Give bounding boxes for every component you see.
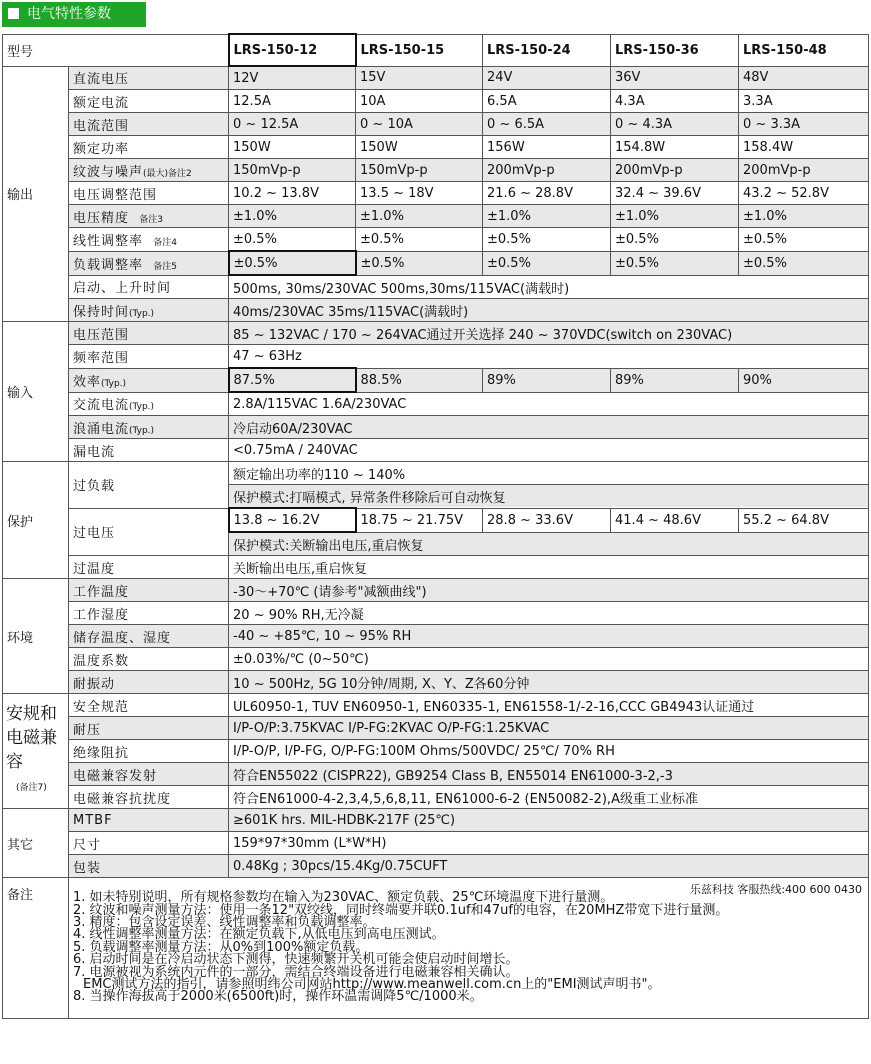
value-cell: 150W — [356, 136, 483, 159]
value-cell: 10A — [356, 90, 483, 113]
model-cell: LRS-150-12 — [229, 34, 356, 66]
table-row — [3, 508, 869, 532]
table-row — [3, 66, 869, 90]
value-cell: 0 ~ 6.5A — [483, 113, 611, 136]
row-label: 启动、上升时间 — [69, 275, 229, 299]
value-cell: 41.4 ~ 48.6V — [611, 508, 739, 532]
row-label: 包装 — [69, 855, 229, 878]
table-row — [3, 182, 869, 205]
value-cell: 2.8A/115VAC 1.6A/230VAC — [229, 392, 869, 416]
table-row — [3, 345, 869, 369]
row-label: 温度系数 — [69, 648, 229, 671]
value-cell: 36V — [611, 66, 739, 90]
value-cell: 12V — [229, 66, 356, 90]
row-label-sub: (最大) — [143, 168, 169, 179]
row-label-note: 备注5 — [153, 261, 178, 272]
value-cell: 87.5% — [229, 368, 356, 392]
value-cell: 150mVp-p — [356, 159, 483, 182]
value-cell: 200mVp-p — [611, 159, 739, 182]
group-notes: 备注 — [3, 878, 69, 1019]
value-cell: 89% — [483, 368, 611, 392]
table-row — [3, 275, 869, 299]
value-cell: 43.2 ~ 52.8V — [739, 182, 869, 205]
value-cell: 13.8 ~ 16.2V — [229, 508, 356, 532]
row-label: 电磁兼容发射 — [69, 763, 229, 786]
row-label: 工作湿度 — [69, 602, 229, 625]
table-row — [3, 717, 869, 740]
value-cell: 500ms, 30ms/230VAC 500ms,30ms/115VAC(满载时) — [229, 275, 869, 299]
row-label-note: 备注3 — [139, 214, 164, 225]
value-cell: 3.3A — [739, 90, 869, 113]
row-label-text: 效率 — [73, 374, 102, 390]
row-label — [69, 205, 229, 228]
group-output: 输出 — [3, 66, 69, 322]
value-cell: I/P-O/P:3.75KVAC I/P-FG:2KVAC O/P-FG:1.25KVAC — [229, 717, 869, 740]
table-row — [3, 136, 869, 159]
square-bullet-icon — [8, 8, 19, 19]
value-cell: 0 ~ 10A — [356, 113, 483, 136]
note-line: 1. 如未特别说明，所有规格参数均在输入为230VAC、额定负载、25℃环境温度下进行量测。 — [73, 890, 614, 906]
row-label-sub: (Typ.) — [129, 308, 155, 319]
table-row — [3, 671, 869, 694]
table-row — [3, 786, 869, 809]
value-cell: ±1.0% — [229, 205, 356, 228]
table-row — [3, 113, 869, 136]
group-safety — [3, 694, 69, 809]
value-cell: 154.8W — [611, 136, 739, 159]
hotline: 乐兹科技 客服热线:400 600 0430 — [689, 883, 863, 896]
row-label — [69, 392, 229, 416]
note-line: 2. 纹波和噪声测量方法：使用一条12"双绞线，同时终端要并联0.1uf和47uf的电容，在20MHZ带宽下进行量测。 — [73, 902, 729, 918]
row-label: 耐压 — [69, 717, 229, 740]
value-cell: 24V — [483, 66, 611, 90]
value-cell: ±0.5% — [611, 251, 739, 275]
row-label: 额定功率 — [69, 136, 229, 159]
section-header — [2, 2, 146, 27]
table-row — [3, 855, 869, 878]
row-label — [69, 251, 229, 275]
row-label-sub: (Typ.) — [129, 425, 155, 436]
value-cell: 200mVp-p — [739, 159, 869, 182]
table-row — [3, 579, 869, 602]
row-label — [69, 416, 229, 439]
value-cell: ±0.5% — [739, 251, 869, 275]
table-row — [3, 763, 869, 786]
row-label: 过负载 — [69, 462, 229, 509]
value-cell: 6.5A — [483, 90, 611, 113]
row-label-text: 交流电流 — [73, 398, 130, 414]
row-label: MTBF — [69, 809, 229, 832]
value-cell: 55.2 ~ 64.8V — [739, 508, 869, 532]
value-cell: 40ms/230VAC 35ms/115VAC(满载时) — [229, 299, 869, 322]
model-label: 型号 — [3, 34, 229, 66]
row-label: 电压范围 — [69, 322, 229, 345]
value-cell: 21.6 ~ 28.8V — [483, 182, 611, 205]
value-cell: 10 ~ 500Hz, 5G 10分钟/周期, X、Y、Z各60分钟 — [229, 671, 869, 694]
row-label-text: 保持时间 — [73, 304, 130, 320]
value-cell: ±0.5% — [483, 228, 611, 252]
value-cell: 符合EN61000-4-2,3,4,5,6,8,11, EN61000-6-2 (EN50082-2),A级重工业标准 — [229, 786, 869, 809]
table-row — [3, 159, 869, 182]
table-row — [3, 299, 869, 322]
model-cell: LRS-150-36 — [611, 34, 739, 66]
value-cell: ±0.5% — [739, 228, 869, 252]
value-cell: 32.4 ~ 39.6V — [611, 182, 739, 205]
value-cell: ±1.0% — [483, 205, 611, 228]
row-label-text: 纹波与噪声 — [73, 164, 144, 180]
row-label-text: 电压精度 — [73, 210, 130, 226]
value-cell: <0.75mA / 240VAC — [229, 439, 869, 462]
value-cell: 158.4W — [739, 136, 869, 159]
spec-table — [2, 33, 869, 1019]
table-row — [3, 322, 869, 345]
value-cell: 150mVp-p — [229, 159, 356, 182]
note-line: 7. 电源被视为系统内元件的一部分，需结合终端设备进行电磁兼容相关确认。 — [73, 964, 519, 980]
group-protection: 保护 — [3, 462, 69, 579]
table-row — [3, 416, 869, 439]
value-cell: 保护模式:打嗝模式, 异常条件移除后可自动恢复 — [229, 485, 869, 509]
row-label-text: 负载调整率 — [73, 257, 144, 273]
model-cell: LRS-150-48 — [739, 34, 869, 66]
value-cell: 28.8 ~ 33.6V — [483, 508, 611, 532]
model-row — [3, 34, 869, 66]
row-label — [69, 299, 229, 322]
note-line: EMC测试方法的指引，请参照明纬公司网站http://www.meanwell.com.cn上的"EMI测试声明书"。 — [83, 977, 661, 993]
row-label-sub: (Typ.) — [101, 378, 127, 389]
table-row — [3, 368, 869, 392]
table-row — [3, 648, 869, 671]
value-cell: 4.3A — [611, 90, 739, 113]
table-row — [3, 694, 869, 717]
value-cell: 关断输出电压,重启恢复 — [229, 556, 869, 579]
table-row — [3, 740, 869, 763]
table-row — [3, 392, 869, 416]
value-cell: 90% — [739, 368, 869, 392]
table-row — [3, 602, 869, 625]
table-row — [3, 90, 869, 113]
value-cell: 0 ~ 12.5A — [229, 113, 356, 136]
row-label: 安全规范 — [69, 694, 229, 717]
value-cell: 冷启动60A/230VAC — [229, 416, 869, 439]
notes-cell — [69, 878, 869, 1019]
row-label: 过温度 — [69, 556, 229, 579]
row-label: 电磁兼容抗扰度 — [69, 786, 229, 809]
value-cell: 13.5 ~ 18V — [356, 182, 483, 205]
value-cell: 89% — [611, 368, 739, 392]
table-row — [3, 625, 869, 648]
table-row — [3, 205, 869, 228]
group-others: 其它 — [3, 809, 69, 878]
row-label: 过电压 — [69, 508, 229, 556]
table-row — [3, 809, 869, 832]
group-environment: 环境 — [3, 579, 69, 694]
group-safety-label: 安规和电磁兼容 — [6, 704, 57, 772]
table-row — [3, 251, 869, 275]
row-label — [69, 368, 229, 392]
row-label-note: 备注4 — [153, 237, 178, 248]
model-cell: LRS-150-24 — [483, 34, 611, 66]
row-label: 额定电流 — [69, 90, 229, 113]
value-cell: ±0.5% — [611, 228, 739, 252]
value-cell: ±0.5% — [229, 228, 356, 252]
value-cell: 200mVp-p — [483, 159, 611, 182]
table-row — [3, 228, 869, 252]
value-cell: ±1.0% — [356, 205, 483, 228]
row-label: 耐振动 — [69, 671, 229, 694]
row-label: 储存温度、湿度 — [69, 625, 229, 648]
value-cell: 150W — [229, 136, 356, 159]
value-cell: 88.5% — [356, 368, 483, 392]
group-safety-note: (备注7) — [16, 783, 47, 793]
row-label: 直流电压 — [69, 66, 229, 90]
model-cell: LRS-150-15 — [356, 34, 483, 66]
table-row — [3, 556, 869, 579]
value-cell: ≥601K hrs. MIL-HDBK-217F (25℃) — [229, 809, 869, 832]
row-label: 电流范围 — [69, 113, 229, 136]
row-label: 工作温度 — [69, 579, 229, 602]
value-cell: 156W — [483, 136, 611, 159]
table-row — [3, 439, 869, 462]
value-cell: ±0.5% — [356, 251, 483, 275]
row-label-sub: (Typ.) — [129, 402, 155, 413]
value-cell: 15V — [356, 66, 483, 90]
row-label-text: 线性调整率 — [73, 233, 144, 249]
value-cell: 12.5A — [229, 90, 356, 113]
value-cell: ±0.5% — [229, 251, 356, 275]
value-cell: ±0.5% — [483, 251, 611, 275]
value-cell: -40 ~ +85℃, 10 ~ 95% RH — [229, 625, 869, 648]
value-cell: ±0.5% — [356, 228, 483, 252]
value-cell: 10.2 ~ 13.8V — [229, 182, 356, 205]
value-cell: 0 ~ 4.3A — [611, 113, 739, 136]
row-label: 尺寸 — [69, 832, 229, 855]
row-label: 频率范围 — [69, 345, 229, 369]
group-input: 输入 — [3, 322, 69, 462]
value-cell: -30～+70℃ (请参考"减额曲线") — [229, 579, 869, 602]
note-line: 8. 当操作海拔高于2000米(6500ft)时，操作环温需调降5℃/1000米。 — [73, 989, 483, 1005]
value-cell: 47 ~ 63Hz — [229, 345, 869, 369]
row-label — [69, 159, 229, 182]
value-cell: 额定输出功率的110 ~ 140% — [229, 462, 869, 485]
row-label: 绝缘阻抗 — [69, 740, 229, 763]
row-label: 漏电流 — [69, 439, 229, 462]
value-cell: ±1.0% — [739, 205, 869, 228]
value-cell: 18.75 ~ 21.75V — [356, 508, 483, 532]
note-line: 5. 负载调整率测量方法：从0%到100%额定负载。 — [73, 939, 369, 955]
value-cell: 20 ~ 90% RH,无冷凝 — [229, 602, 869, 625]
note-line: 4. 线性调整率测量方法：在额定负载下,从低电压到高电压测试。 — [73, 927, 445, 943]
note-line: 6. 启动时间是在冷启动状态下测得，快速频繁开关机可能会使启动时间增长。 — [73, 952, 519, 968]
value-cell: 159*97*30mm (L*W*H) — [229, 832, 869, 855]
row-label-text: 浪涌电流 — [73, 421, 130, 437]
value-cell: ±1.0% — [611, 205, 739, 228]
value-cell: 保护模式:关断输出电压,重启恢复 — [229, 532, 869, 556]
value-cell: 48V — [739, 66, 869, 90]
note-line: 3. 精度：包含设定误差、线性调整率和负载调整率。 — [73, 914, 376, 930]
value-cell: ±0.03%/℃ (0~50℃) — [229, 648, 869, 671]
table-row — [3, 462, 869, 485]
section-header-label: 电气特性参数 — [27, 6, 111, 22]
value-cell: 符合EN55022 (CISPR22), GB9254 Class B, EN55014 EN61000-3-2,-3 — [229, 763, 869, 786]
value-cell: 85 ~ 132VAC / 170 ~ 264VAC通过开关选择 240 ~ 370VDC(switch on 230VAC) — [229, 322, 869, 345]
row-label: 电压调整范围 — [69, 182, 229, 205]
value-cell: UL60950-1, TUV EN60950-1, EN60335-1, EN61558-1/-2-16,CCC GB4943认证通过 — [229, 694, 869, 717]
value-cell: 0.48Kg ; 30pcs/15.4Kg/0.75CUFT — [229, 855, 869, 878]
row-label-note: 备注2 — [168, 168, 192, 179]
table-row — [3, 832, 869, 855]
value-cell: 0 ~ 3.3A — [739, 113, 869, 136]
row-label — [69, 228, 229, 252]
value-cell: I/P-O/P, I/P-FG, O/P-FG:100M Ohms/500VDC/ 25℃/ 70% RH — [229, 740, 869, 763]
notes-row — [3, 878, 869, 1019]
